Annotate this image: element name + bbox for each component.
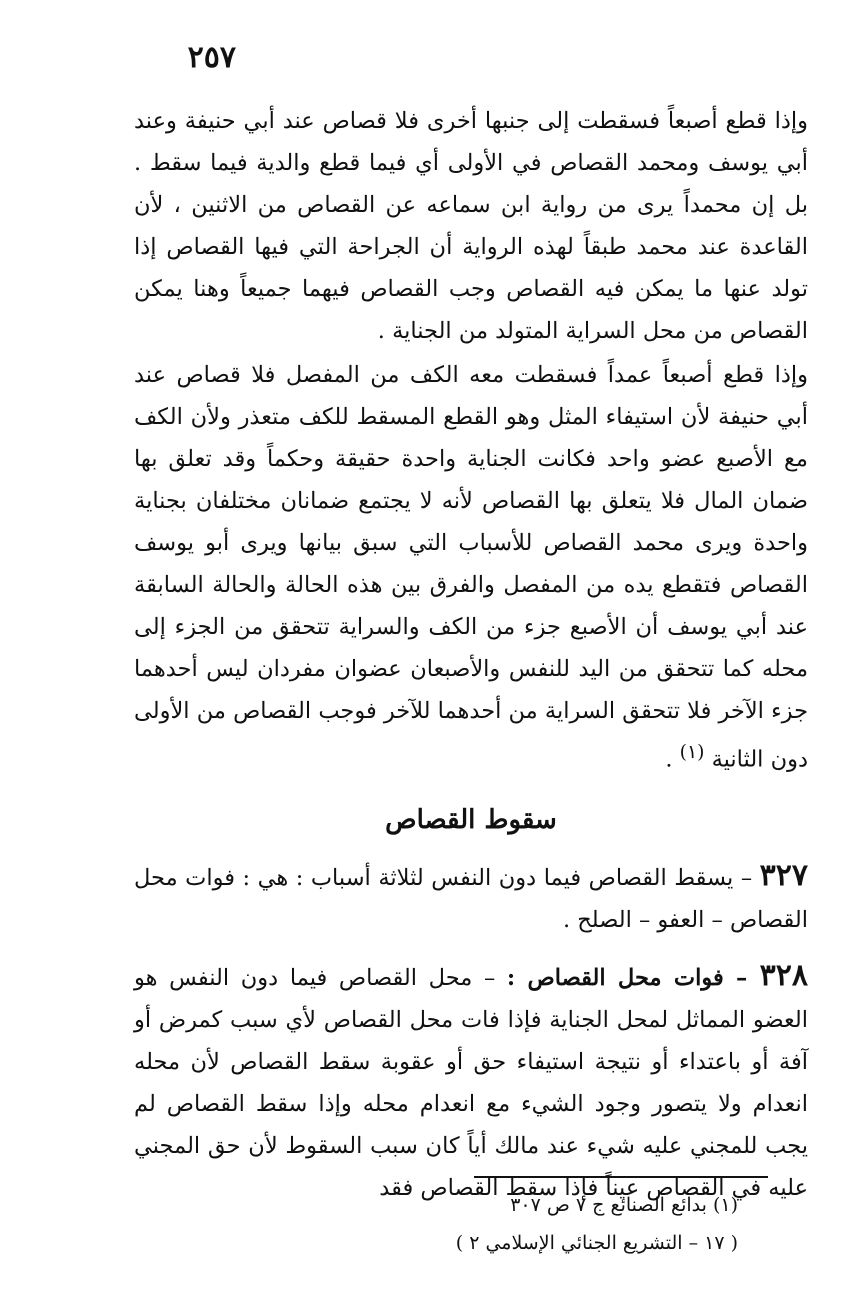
paragraph-1: وإذا قطع أصبعاً فسقطت إلى جنبها أخرى فلا قصاص عند أبي حنيفة وعند أبي يوسف ومحمد القصاص في الأولى أي فيما قطع والدية فيما سقط . بل إن محمداً يرى من رواية ابن سماعه عن القصاص من الاثنين ، لأن القاعدة عند محمد طبقاً لهذه الرواية أن الجراحة التي فيها القصاص إذا تولد عنها ما يمكن فيه القصاص وجب القصاص فيهما جميعاً وهنا يمكن القصاص من محل السراية المتولد من الجناية .: [134, 108, 808, 344]
body-text: [134, 100, 808, 1209]
paragraph-2-end: .: [665, 746, 680, 773]
section-328-title: – فوات محل القصاص :: [506, 964, 760, 991]
paragraph-2: [134, 354, 808, 781]
footnote: (١) بدائع الصنائع ج ٧ ص ٣٠٧: [510, 1194, 738, 1216]
footnote-reference: (١): [679, 742, 705, 763]
section-328-text: – محل القصاص فيما دون النفس هو العضو المماثل لمحل الجناية فإذا فات محل القصاص لأي سبب كمرض أو آفة أو باعتداء أو نتيجة استيفاء حق أو عقوبة سقط القصاص لأن محله انعدام ولا يتصور وجود الشيء مع انعدام محله وإذا سقط القصاص لم يجب للمجني عليه شيء عند مالك أياً كان سبب السقوط لأن حق المجني عليه في القصاص عيناً فإذا سقط القصاص فقد: [134, 964, 808, 1201]
section-heading: سقوط القصاص: [385, 804, 557, 835]
footnote-divider: [474, 1176, 768, 1178]
section-327-text: – يسقط القصاص فيما دون النفس لثلاثة أسباب : هي : فوات محل القصاص – العفو – الصلح .: [134, 864, 808, 933]
section-327: [134, 855, 808, 941]
page-number: ٢٥٧: [187, 40, 236, 75]
section-328-number: ٣٢٨: [759, 957, 808, 993]
section-328: [134, 955, 808, 1209]
section-327-number: ٣٢٧: [759, 857, 808, 893]
series-label: ( ١٧ – التشريع الجنائي الإسلامي ٢ ): [455, 1232, 738, 1254]
paragraph-2-text: وإذا قطع أصبعاً عمداً فسقطت معه الكف من المفصل فلا قصاص عند أبي حنيفة لأن استيفاء المثل وهو القطع المسقط للكف متعذر ولأن الكف مع الأصبع عضو واحد فكانت الجناية واحدة حقيقة وحكماً وقد تعلق بها ضمان المال فلا يتعلق بها القصاص لأنه لا يجتمع ضمانان مختلفان بجناية واحدة ويرى محمد القصاص للأسباب التي سبق بيانها ويرى أبو يوسف القصاص فتقطع يده من المفصل والفرق بين هذه الحالة والحالة السابقة عند أبي يوسف أن الأصبع جزء من الكف والسراية تتحقق من الجزء إلى محله كما تتحقق من اليد للنفس والأصبعان عضوان مفردان ليس أحدهما جزء الآخر فلا تتحقق السراية من أحدهما للآخر فوجب القصاص من الأولى دون الثانية: [134, 362, 808, 773]
